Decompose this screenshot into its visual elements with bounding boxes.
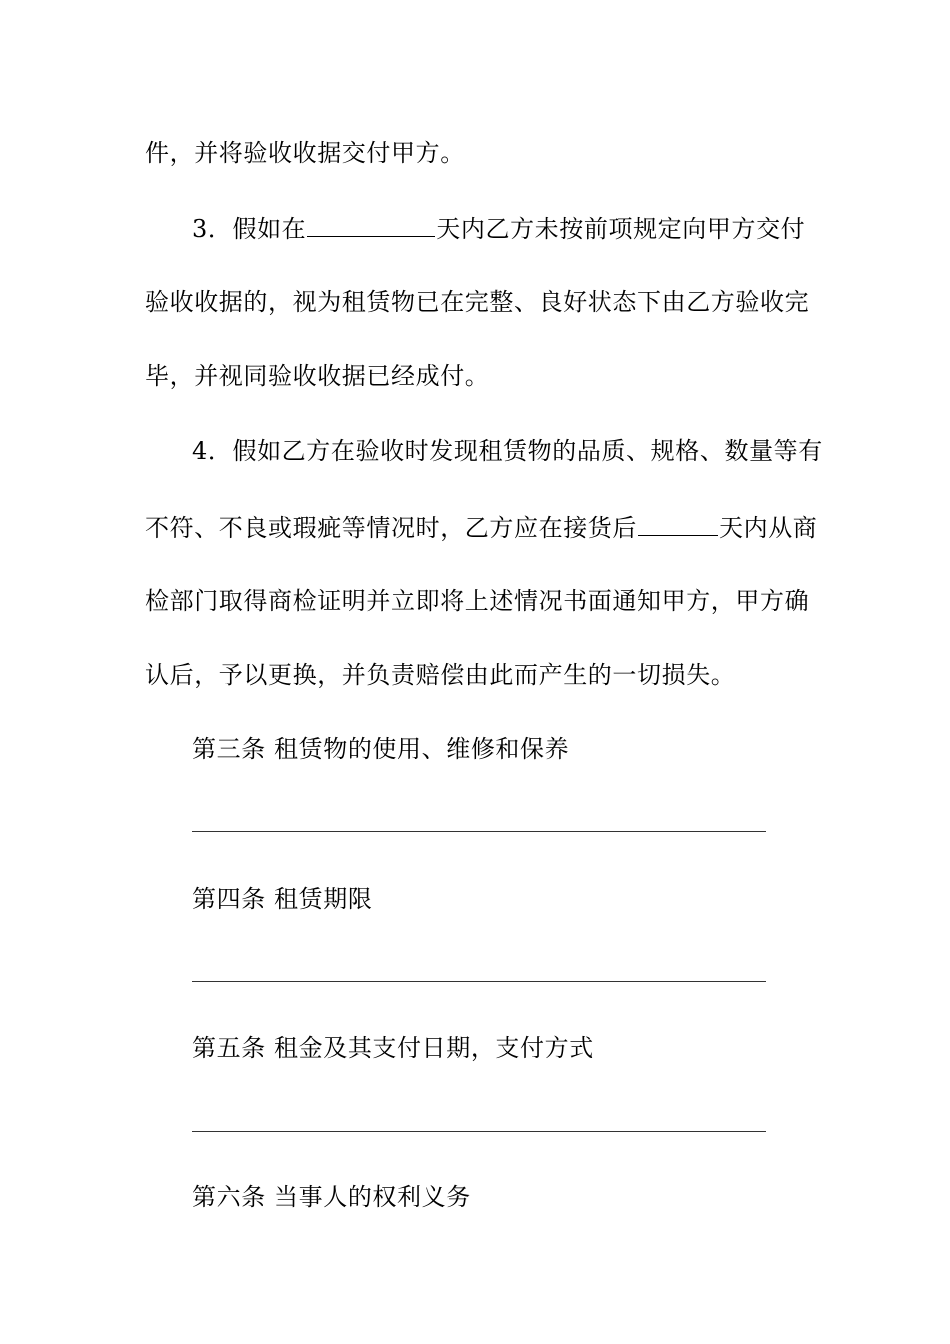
article-3-heading xyxy=(192,734,569,764)
item-4-line-3 xyxy=(145,586,809,616)
text: 不符、不良或瑕疵等情况时，乙方应在接货后 xyxy=(145,514,637,542)
fill-in-blank[interactable] xyxy=(307,212,435,237)
text: 天内从商 xyxy=(719,514,818,542)
item-4-line-2 xyxy=(145,511,817,543)
item-3-line-2 xyxy=(145,287,809,317)
fill-in-line[interactable] xyxy=(192,1131,766,1132)
text: 认后，予以更换，并负责赔偿由此而产生的一切损失。 xyxy=(145,661,736,689)
article-5-heading xyxy=(192,1033,594,1063)
item-3-line-1 xyxy=(192,212,805,244)
text: 毕，并视同验收收据已经成付。 xyxy=(145,362,490,390)
text: 3．假如在 xyxy=(192,215,307,243)
text: 检部门取得商检证明并立即将上述情况书面通知甲方，甲方确 xyxy=(145,587,810,615)
fill-in-line[interactable] xyxy=(192,981,766,982)
item-4-line-4 xyxy=(145,660,735,690)
article-4-heading xyxy=(192,884,372,914)
text: 验收收据的，视为租赁物已在完整、良好状态下由乙方验收完 xyxy=(145,288,810,316)
paragraph-line xyxy=(145,138,465,168)
text: 件，并将验收收据交付甲方。 xyxy=(145,139,465,167)
text: 4．假如乙方在验收时发现租赁物的品质、规格、数量等有 xyxy=(192,437,823,465)
text: 第四条 租赁期限 xyxy=(192,885,373,913)
text: 天内乙方未按前项规定向甲方交付 xyxy=(436,215,806,243)
item-4-line-1 xyxy=(192,436,823,466)
text: 第三条 租赁物的使用、维修和保养 xyxy=(192,735,570,763)
text: 第五条 租金及其支付日期，支付方式 xyxy=(192,1034,594,1062)
article-6-heading xyxy=(192,1182,471,1212)
text: 第六条 当事人的权利义务 xyxy=(192,1183,471,1211)
item-3-line-3 xyxy=(145,361,489,391)
fill-in-blank[interactable] xyxy=(638,511,718,536)
fill-in-line[interactable] xyxy=(192,831,766,832)
